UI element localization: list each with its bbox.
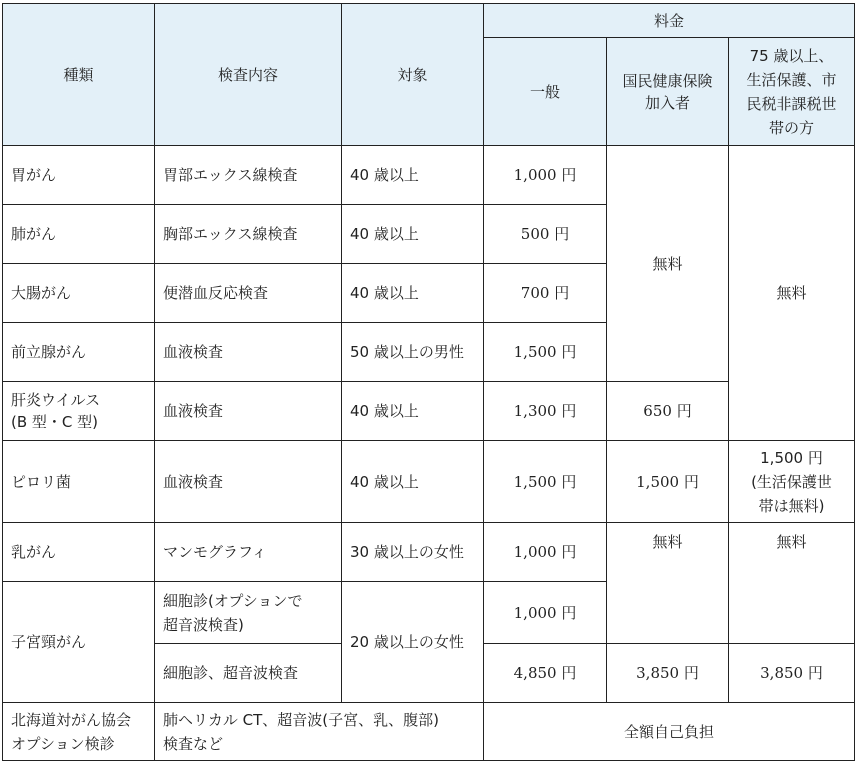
row-cervical-content2: 細胞診、超音波検査 xyxy=(155,644,342,703)
row-breast-type: 乳がん xyxy=(3,523,155,582)
row-breast-general: 1,000 円 xyxy=(484,523,607,582)
row-breast-content: マンモグラフィ xyxy=(155,523,342,582)
table-row-hokkaido xyxy=(3,703,855,761)
header-content: 検査内容 xyxy=(155,4,342,146)
row-lung-general: 500 円 xyxy=(484,205,607,264)
row-prostate-type: 前立腺がん xyxy=(3,323,155,382)
row-hokkaido-content: 肺ヘリカル CT、超音波(子宮、乳、腹部) 検査など xyxy=(155,703,484,761)
row-colon-general: 700 円 xyxy=(484,264,607,323)
row-pylori-senior: 1,500 円 (生活保護世 帯は無料) xyxy=(729,441,855,523)
row-stomach-target: 40 歳以上 xyxy=(342,146,484,205)
row-prostate-general: 1,500 円 xyxy=(484,323,607,382)
row-stomach-type: 胃がん xyxy=(3,146,155,205)
free-group2-kokuho: 無料 xyxy=(607,523,729,644)
row-lung-content: 胸部エックス線検査 xyxy=(155,205,342,264)
row-cervical-general1: 1,000 円 xyxy=(484,582,607,644)
row-cervical-target: 20 歳以上の女性 xyxy=(342,582,484,703)
row-stomach-content: 胃部エックス線検査 xyxy=(155,146,342,205)
row-cervical-content1: 細胞診(オプションで 超音波検査) xyxy=(155,582,342,644)
row-hepatitis-type: 肝炎ウイルス (B 型・C 型) xyxy=(3,382,155,441)
row-hepatitis-content: 血液検査 xyxy=(155,382,342,441)
header-target: 対象 xyxy=(342,4,484,146)
row-hepatitis-general: 1,300 円 xyxy=(484,382,607,441)
row-hepatitis-kokuho: 650 円 xyxy=(607,382,729,441)
header-senior: 75 歳以上、 生活保護、市 民税非課税世 帯の方 xyxy=(729,38,855,146)
row-stomach-general: 1,000 円 xyxy=(484,146,607,205)
table-row-breast xyxy=(3,523,855,582)
free-group1-kokuho: 無料 xyxy=(607,146,729,382)
row-hokkaido-type: 北海道対がん協会 オプション検診 xyxy=(3,703,155,761)
row-pylori-kokuho: 1,500 円 xyxy=(607,441,729,523)
row-lung-target: 40 歳以上 xyxy=(342,205,484,264)
row-colon-content: 便潜血反応検査 xyxy=(155,264,342,323)
table-row-stomach xyxy=(3,146,855,205)
row-cervical-type: 子宮頸がん xyxy=(3,582,155,703)
row-pylori-general: 1,500 円 xyxy=(484,441,607,523)
row-cervical-senior2: 3,850 円 xyxy=(729,644,855,703)
cancer-screening-table xyxy=(2,3,855,761)
row-colon-type: 大腸がん xyxy=(3,264,155,323)
table-row-hepatitis xyxy=(3,382,855,441)
row-pylori-target: 40 歳以上 xyxy=(342,441,484,523)
free-group1-senior: 無料 xyxy=(729,146,855,441)
row-hepatitis-target: 40 歳以上 xyxy=(342,382,484,441)
row-prostate-content: 血液検査 xyxy=(155,323,342,382)
header-fee: 料金 xyxy=(484,4,855,38)
row-prostate-target: 50 歳以上の男性 xyxy=(342,323,484,382)
row-breast-target: 30 歳以上の女性 xyxy=(342,523,484,582)
row-hokkaido-fee: 全額自己負担 xyxy=(484,703,855,761)
table-row-pylori xyxy=(3,441,855,523)
row-pylori-content: 血液検査 xyxy=(155,441,342,523)
row-cervical-general2: 4,850 円 xyxy=(484,644,607,703)
row-pylori-type: ピロリ菌 xyxy=(3,441,155,523)
free-group2-senior: 無料 xyxy=(729,523,855,644)
header-kokuho: 国民健康保険 加入者 xyxy=(607,38,729,146)
row-lung-type: 肺がん xyxy=(3,205,155,264)
row-colon-target: 40 歳以上 xyxy=(342,264,484,323)
header-type: 種類 xyxy=(3,4,155,146)
header-general: 一般 xyxy=(484,38,607,146)
row-cervical-kokuho2: 3,850 円 xyxy=(607,644,729,703)
